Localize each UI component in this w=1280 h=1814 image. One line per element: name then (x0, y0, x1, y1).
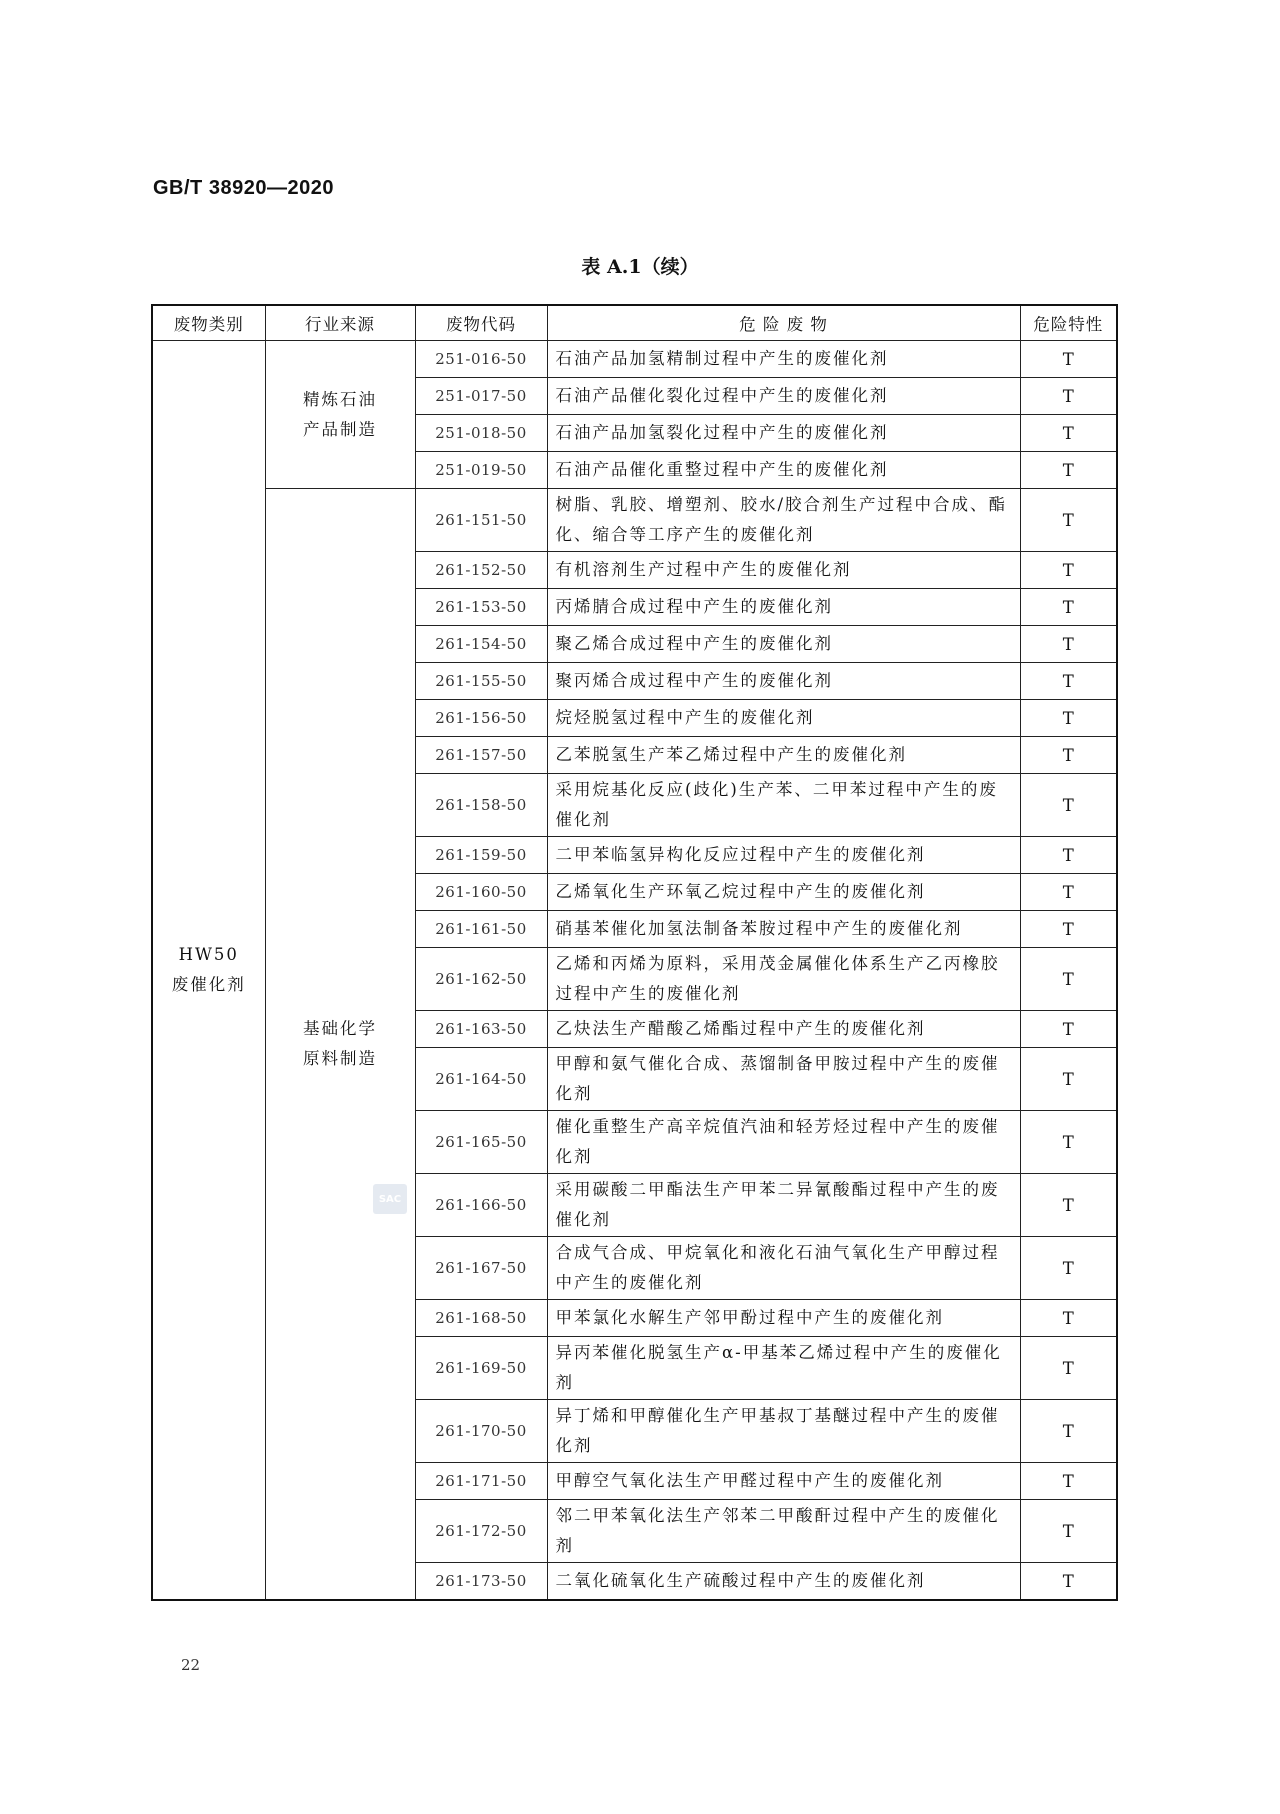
waste-description-cell: 丙烯腈合成过程中产生的废催化剂 (547, 589, 1020, 626)
hazard-property-cell: T (1020, 378, 1117, 415)
waste-category-cell (152, 341, 265, 1601)
waste-code-cell: 261-170-50 (415, 1400, 547, 1463)
column-header: 废物类别 (152, 305, 265, 341)
waste-code-cell: 251-016-50 (415, 341, 547, 378)
industry-source-line: 原料制造 (303, 1049, 377, 1068)
hazard-property-cell: T (1020, 1463, 1117, 1500)
waste-code-cell: 261-171-50 (415, 1463, 547, 1500)
table-row (152, 489, 1117, 552)
waste-code-cell: 261-151-50 (415, 489, 547, 552)
waste-description-cell: 聚丙烯合成过程中产生的废催化剂 (547, 663, 1020, 700)
waste-description-cell: 邻二甲苯氧化法生产邻苯二甲酸酐过程中产生的废催化剂 (547, 1500, 1020, 1563)
waste-category-line: HW50 (178, 945, 239, 964)
waste-description-cell: 采用碳酸二甲酯法生产甲苯二异氰酸酯过程中产生的废催化剂 (547, 1174, 1020, 1237)
waste-code-cell: 261-164-50 (415, 1048, 547, 1111)
waste-code-cell: 261-168-50 (415, 1300, 547, 1337)
sac-watermark: SAC (373, 1184, 407, 1214)
waste-code-cell: 261-161-50 (415, 911, 547, 948)
waste-code-cell: 251-019-50 (415, 452, 547, 489)
waste-description-cell: 异丙苯催化脱氢生产α-甲基苯乙烯过程中产生的废催化剂 (547, 1337, 1020, 1400)
waste-code-cell: 261-166-50 (415, 1174, 547, 1237)
waste-code-cell: 261-163-50 (415, 1011, 547, 1048)
waste-code-cell: 261-160-50 (415, 874, 547, 911)
hazard-property-cell: T (1020, 737, 1117, 774)
waste-description-cell: 树脂、乳胶、增塑剂、胶水/胶合剂生产过程中合成、酯化、缩合等工序产生的废催化剂 (547, 489, 1020, 552)
column-header: 危险特性 (1020, 305, 1117, 341)
industry-source-cell (265, 341, 415, 489)
hazard-property-cell: T (1020, 948, 1117, 1011)
hazard-property-cell: T (1020, 1337, 1117, 1400)
hazard-property-cell: T (1020, 874, 1117, 911)
hazard-property-cell: T (1020, 415, 1117, 452)
waste-description-cell: 采用烷基化反应(歧化)生产苯、二甲苯过程中产生的废催化剂 (547, 774, 1020, 837)
table-body (152, 341, 1117, 1601)
waste-description-cell: 乙烯和丙烯为原料，采用茂金属催化体系生产乙丙橡胶过程中产生的废催化剂 (547, 948, 1020, 1011)
waste-description-cell: 甲苯氯化水解生产邻甲酚过程中产生的废催化剂 (547, 1300, 1020, 1337)
waste-description-cell: 烷烃脱氢过程中产生的废催化剂 (547, 700, 1020, 737)
industry-source-line: 产品制造 (303, 419, 377, 439)
waste-code-cell: 261-157-50 (415, 737, 547, 774)
waste-code-cell: 261-165-50 (415, 1111, 547, 1174)
waste-code-cell: 261-153-50 (415, 589, 547, 626)
industry-source-line: 基础化学 (303, 1019, 377, 1038)
waste-description-cell: 石油产品加氢精制过程中产生的废催化剂 (547, 341, 1020, 378)
waste-code-cell: 261-169-50 (415, 1337, 547, 1400)
waste-code-cell: 251-017-50 (415, 378, 547, 415)
hazard-property-cell: T (1020, 1500, 1117, 1563)
waste-code-cell: 261-158-50 (415, 774, 547, 837)
column-header: 废物代码 (415, 305, 547, 341)
hazard-property-cell: T (1020, 341, 1117, 378)
hazard-property-cell: T (1020, 589, 1117, 626)
waste-code-cell: 261-152-50 (415, 552, 547, 589)
waste-code-cell: 261-167-50 (415, 1237, 547, 1300)
hazard-property-cell: T (1020, 1400, 1117, 1463)
waste-description-cell: 催化重整生产高辛烷值汽油和轻芳烃过程中产生的废催化剂 (547, 1111, 1020, 1174)
waste-description-cell: 硝基苯催化加氢法制备苯胺过程中产生的废催化剂 (547, 911, 1020, 948)
waste-code-cell: 261-155-50 (415, 663, 547, 700)
waste-code-cell: 251-018-50 (415, 415, 547, 452)
waste-description-cell: 乙烯氧化生产环氧乙烷过程中产生的废催化剂 (547, 874, 1020, 911)
hazard-property-cell: T (1020, 774, 1117, 837)
hazard-property-cell: T (1020, 911, 1117, 948)
hazard-property-cell: T (1020, 1563, 1117, 1601)
waste-code-cell: 261-162-50 (415, 948, 547, 1011)
hazard-property-cell: T (1020, 626, 1117, 663)
waste-category-line: 废催化剂 (171, 975, 246, 994)
waste-description-cell: 甲醇空气氧化法生产甲醛过程中产生的废催化剂 (547, 1463, 1020, 1500)
hazard-property-cell: T (1020, 1237, 1117, 1300)
waste-description-cell: 聚乙烯合成过程中产生的废催化剂 (547, 626, 1020, 663)
industry-source-line: 精炼石油 (303, 389, 377, 409)
industry-source-cell (265, 489, 415, 1601)
hazard-property-cell: T (1020, 452, 1117, 489)
standard-code: GB/T 38920—2020 (153, 177, 334, 199)
hazard-property-cell: T (1020, 489, 1117, 552)
waste-description-cell: 异丁烯和甲醇催化生产甲基叔丁基醚过程中产生的废催化剂 (547, 1400, 1020, 1463)
hazard-property-cell: T (1020, 1300, 1117, 1337)
waste-description-cell: 乙炔法生产醋酸乙烯酯过程中产生的废催化剂 (547, 1011, 1020, 1048)
hazard-property-cell: T (1020, 663, 1117, 700)
hazard-property-cell: T (1020, 552, 1117, 589)
waste-description-cell: 有机溶剂生产过程中产生的废催化剂 (547, 552, 1020, 589)
hazard-property-cell: T (1020, 1011, 1117, 1048)
hazard-property-cell: T (1020, 700, 1117, 737)
hazard-property-cell: T (1020, 1048, 1117, 1111)
waste-code-cell: 261-156-50 (415, 700, 547, 737)
column-header: 危 险 废 物 (547, 305, 1020, 341)
hazardous-waste-table (151, 304, 1118, 1601)
waste-code-cell: 261-173-50 (415, 1563, 547, 1601)
table-title: 表 A.1（续） (581, 256, 699, 278)
hazard-property-cell: T (1020, 837, 1117, 874)
waste-description-cell: 石油产品加氢裂化过程中产生的废催化剂 (547, 415, 1020, 452)
waste-description-cell: 乙苯脱氢生产苯乙烯过程中产生的废催化剂 (547, 737, 1020, 774)
waste-code-cell: 261-159-50 (415, 837, 547, 874)
page-number: 22 (181, 1656, 201, 1674)
waste-description-cell: 二甲苯临氢异构化反应过程中产生的废催化剂 (547, 837, 1020, 874)
table-row (152, 341, 1117, 378)
waste-description-cell: 二氧化硫氧化生产硫酸过程中产生的废催化剂 (547, 1563, 1020, 1601)
column-header: 行业来源 (265, 305, 415, 341)
waste-code-cell: 261-154-50 (415, 626, 547, 663)
waste-description-cell: 甲醇和氨气催化合成、蒸馏制备甲胺过程中产生的废催化剂 (547, 1048, 1020, 1111)
waste-code-cell: 261-172-50 (415, 1500, 547, 1563)
hazard-property-cell: T (1020, 1174, 1117, 1237)
waste-description-cell: 合成气合成、甲烷氧化和液化石油气氧化生产甲醇过程中产生的废催化剂 (547, 1237, 1020, 1300)
waste-description-cell: 石油产品催化重整过程中产生的废催化剂 (547, 452, 1020, 489)
waste-description-cell: 石油产品催化裂化过程中产生的废催化剂 (547, 378, 1020, 415)
table-header-row (152, 305, 1117, 341)
hazard-property-cell: T (1020, 1111, 1117, 1174)
